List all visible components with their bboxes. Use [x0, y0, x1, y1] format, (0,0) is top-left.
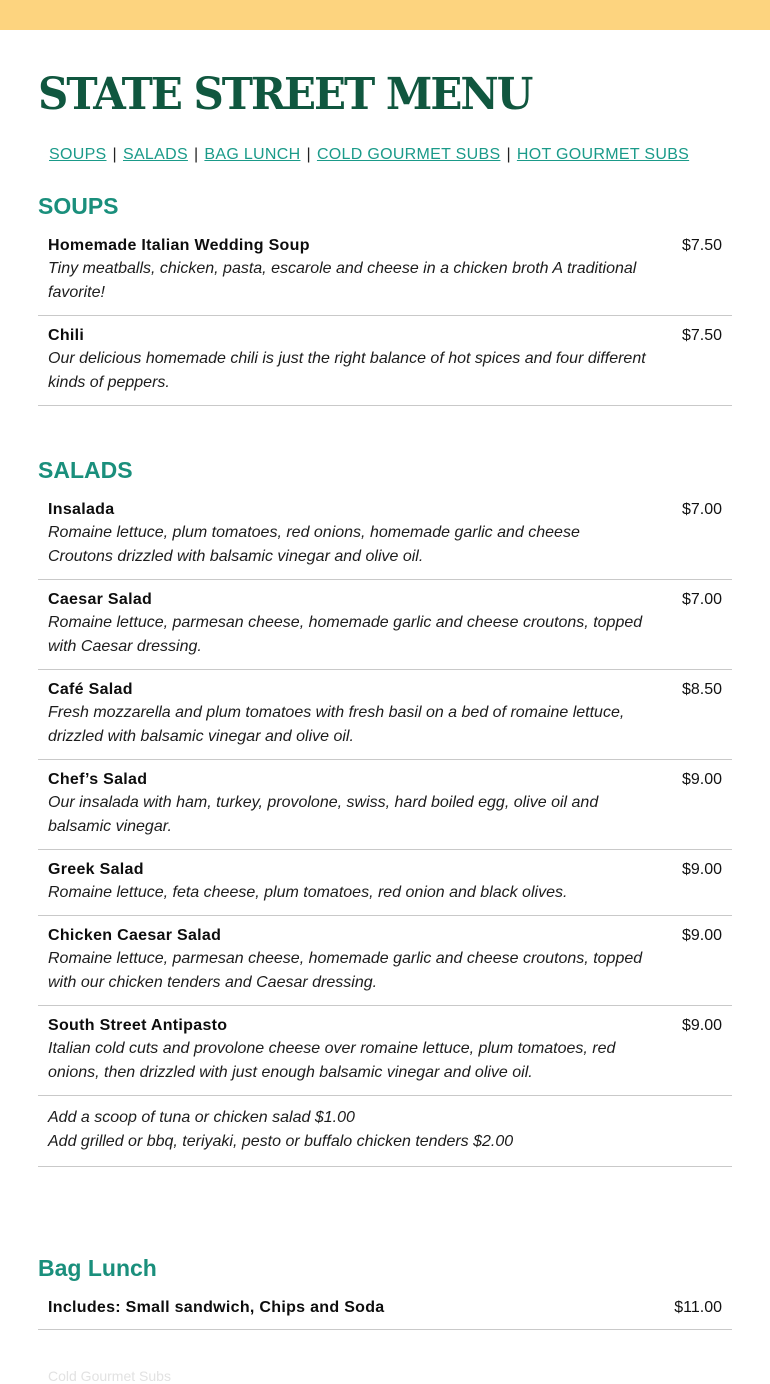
item-name: Café Salad [48, 681, 133, 698]
salad-addons-note [38, 1096, 732, 1167]
item-description: Italian cold cuts and provolone cheese over romaine lettuce, plum tomatoes, red onions, then drizzled with just enough balsamic vinegar and olive oil. [48, 1040, 616, 1081]
item-price: $7.50 [681, 237, 722, 254]
page-title: STATE STREET MENU [38, 68, 532, 120]
item-price: $7.50 [681, 327, 722, 344]
item-name: Caesar Salad [48, 591, 153, 608]
item-name: Homemade Italian Wedding Soup [48, 237, 310, 254]
nav-separator: | [193, 146, 199, 163]
soups-list [38, 226, 732, 406]
item-description: Romaine lettuce, feta cheese, plum tomatoes, red onion and black olives. [48, 884, 568, 901]
item-name: Insalada [48, 501, 115, 518]
item-price: $9.00 [681, 771, 722, 788]
item-name: Chef’s Salad [48, 771, 148, 788]
section-nav [49, 146, 689, 164]
section-title-bag-lunch: Bag Lunch [38, 1255, 157, 1281]
menu-item [38, 850, 732, 916]
menu-item [38, 1288, 732, 1330]
item-description: Our delicious homemade chili is just the right balance of hot spices and four different kinds of peppers. [48, 350, 646, 391]
menu-item [38, 580, 732, 670]
salads-list [38, 490, 732, 1167]
item-price: $9.00 [681, 1017, 722, 1034]
bag-lunch-list [38, 1288, 732, 1330]
top-accent-bar [0, 0, 770, 30]
menu-item [38, 670, 732, 760]
nav-link-soups[interactable]: SOUPS [49, 146, 107, 163]
item-name: Greek Salad [48, 861, 144, 878]
nav-link-bag-lunch[interactable]: BAG LUNCH [204, 146, 301, 163]
item-description: Our insalada with ham, turkey, provolone, swiss, hard boiled egg, olive oil and balsamic vinegar. [48, 794, 599, 835]
section-title-salads: SALADS [38, 457, 133, 483]
menu-item [38, 760, 732, 850]
item-description: Romaine lettuce, plum tomatoes, red onions, homemade garlic and cheese Croutons drizzled with balsamic vinegar and olive oil. [48, 524, 580, 565]
nav-link-salads[interactable]: SALADS [122, 146, 188, 163]
addon-line: Add grilled or bbq, teriyaki, pesto or buffalo chicken tenders $2.00 [48, 1133, 514, 1150]
item-price: $7.00 [681, 591, 722, 608]
item-price: $7.00 [681, 501, 722, 518]
item-price: $9.00 [681, 861, 722, 878]
nav-separator: | [306, 146, 311, 163]
nav-link-hot-gourmet-subs[interactable]: HOT GOURMET SUBS [516, 146, 690, 163]
nav-separator: | [506, 146, 511, 163]
item-price: $9.00 [681, 927, 722, 944]
nav-separator: | [112, 146, 117, 163]
menu-item [38, 916, 732, 1006]
menu-item [38, 1006, 732, 1096]
menu-item [38, 226, 732, 316]
menu-item [38, 316, 732, 406]
item-description: Romaine lettuce, parmesan cheese, homemade garlic and cheese croutons, topped with Caesar dressing. [48, 614, 643, 655]
next-section-title-partial: Cold Gourmet Subs [48, 1368, 171, 1384]
menu-item [38, 490, 732, 580]
item-name: Chicken Caesar Salad [48, 927, 222, 944]
item-price: $11.00 [674, 1299, 722, 1316]
section-title-soups: SOUPS [38, 193, 119, 219]
item-description: Fresh mozzarella and plum tomatoes with fresh basil on a bed of romaine lettuce, drizzled with balsamic vinegar and olive oil. [48, 704, 625, 745]
nav-link-cold-gourmet-subs[interactable]: COLD GOURMET SUBS [316, 146, 501, 163]
item-name: Includes: Small sandwich, Chips and Soda [48, 1299, 385, 1316]
item-price: $8.50 [681, 681, 722, 698]
item-description: Romaine lettuce, parmesan cheese, homemade garlic and cheese croutons, topped with our chicken tenders and Caesar dressing. [48, 950, 643, 991]
addon-line: Add a scoop of tuna or chicken salad $1.00 [48, 1109, 355, 1126]
item-name: South Street Antipasto [48, 1017, 228, 1034]
item-name: Chili [48, 327, 85, 344]
item-description: Tiny meatballs, chicken, pasta, escarole and cheese in a chicken broth A traditional favorite! [48, 260, 637, 301]
